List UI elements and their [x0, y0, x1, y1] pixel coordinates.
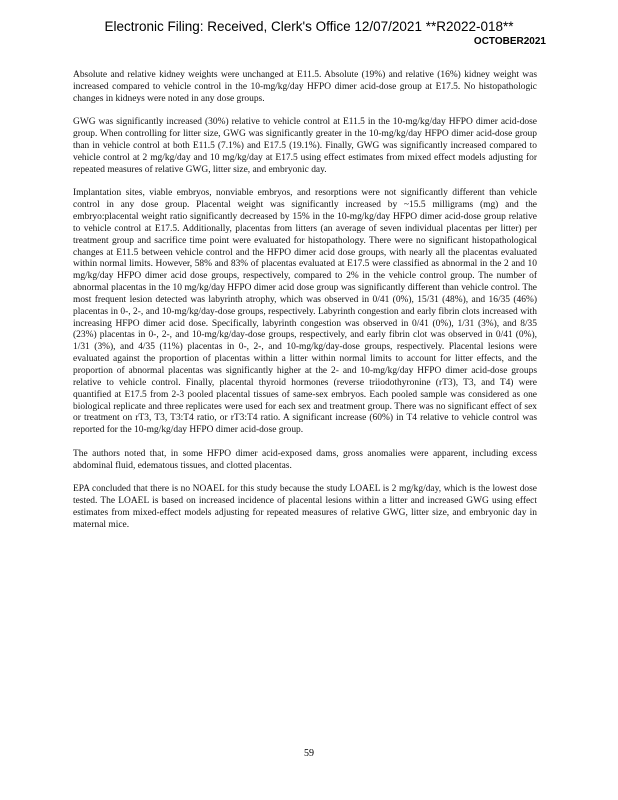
page-number: 59: [304, 748, 314, 759]
paragraph-placenta: Implantation sites, viable embryos, nonviable embryos, and resorptions were not significantly different than vehicle control in any dose group. Placental weight was significantly increased by ~15.5 milligrams (mg) and the embryo:placental weight ratio significantly decreased by 15% in the 10-mg/kg/day HFPO dimer acid-dose group relative to vehicle control at E17.5. Additionally, placentas from litters (an average of seven individual placentas per litter) per treatment group and sacrifice time point were evaluated for histopathology. There were no significant histopathological changes at E11.5 between vehicle control and the HFPO dimer acid dose groups, with nearly all the placentas evaluated within normal limits. However, 58% and 83% of placentas evaluated at E17.5 were classified as abnormal in the 2 and 10 mg/kg/day HFPO dimer acid dose groups, respectively, compared to 2% in the vehicle control group. The number of abnormal placentas in the 10 mg/kg/day HFPO dimer acid dose group was significantly different than vehicle control. The most frequent lesion detected was labyrinth atrophy, which was observed in 0/41 (0%), 15/31 (48%), and 16/35 (46%) placentas in 0-, 2-, and 10-mg/kg/day-dose groups, respectively. Labyrinth congestion and early fibrin clots increased with increasing HFPO dimer acid dose. Specifically, labyrinth congestion was observed in 0/41 (0%), 1/31 (3%), and 8/35 (23%) placentas in 0-, 2-, and 10-mg/kg/day-dose groups, respectively, and early fibrin clot was observed in 0/41 (0%), 1/31 (3%), and 4/35 (11%) placentas in 0-, 2-, and 10-mg/kg/day-dose groups, respectively. Placental lesions were evaluated against the proportion of placentas within a litter within normal limits to account for litter effects, and the proportion of abnormal placentas was significantly higher at the 2- and 10-mg/kg/day HFPO dimer acid-dose groups relative to vehicle control. Finally, placental thyroid hormones (reverse triiodothyronine (rT3), T3, and T4) were quantified at E17.5 from 2-3 pooled placental tissues of same-sex embryos. Each pooled sample was considered as one biological replicate and three replicates were used for each sex and treatment group. There was no significant effect of sex or treatment on rT3, T3, T3:T4 ratio, or rT3:T4 ratio. A significant increase (60%) in T4 relative to vehicle control was reported for the 10-mg/kg/day HFPO dimer acid-dose group.: [73, 188, 537, 436]
paragraph-gwg: GWG was significantly increased (30%) relative to vehicle control at E11.5 in the 10-mg/kg/day HFPO dimer acid-dose group. When controlling for litter size, GWG was significantly greater in the 10-mg/kg/day HFPO dimer acid-dose group than in vehicle control at both E11.5 (7.1%) and E17.5 (19.1%). Finally, GWG was significantly increased compared to vehicle control at 2 mg/kg/day and 10 mg/kg/day at E17.5 using effect estimates from mixed effect models adjusting for repeated measures of relative GWG, litter size, and embryonic day.: [73, 117, 537, 175]
paragraph-anomalies: The authors noted that, in some HFPO dimer acid-exposed dams, gross anomalies were apparent, including excess abdominal fluid, edematous tissues, and clotted placentas.: [73, 448, 537, 471]
body-text: [73, 70, 537, 544]
filing-date: OCTOBER2021: [473, 36, 546, 47]
filing-header: Electronic Filing: Received, Clerk's Office 12/07/2021 **R2022-018**: [104, 19, 514, 34]
paragraph-conclusion: EPA concluded that there is no NOAEL for this study because the study LOAEL is 2 mg/kg/day, which is the lowest dose tested. The LOAEL is based on increased incidence of placental lesions within a litter and increased GWG using effect estimates from mixed-effect models adjusting for repeated measures of relative GWG, litter size, and embryonic day in maternal mice.: [73, 484, 537, 530]
paragraph-kidney: Absolute and relative kidney weights were unchanged at E11.5. Absolute (19%) and relative (16%) kidney weight was increased compared to vehicle control in the 10-mg/kg/day HFPO dimer acid-dose group at E17.5. No histopathologic changes in kidneys were noted in any dose groups.: [73, 70, 537, 104]
